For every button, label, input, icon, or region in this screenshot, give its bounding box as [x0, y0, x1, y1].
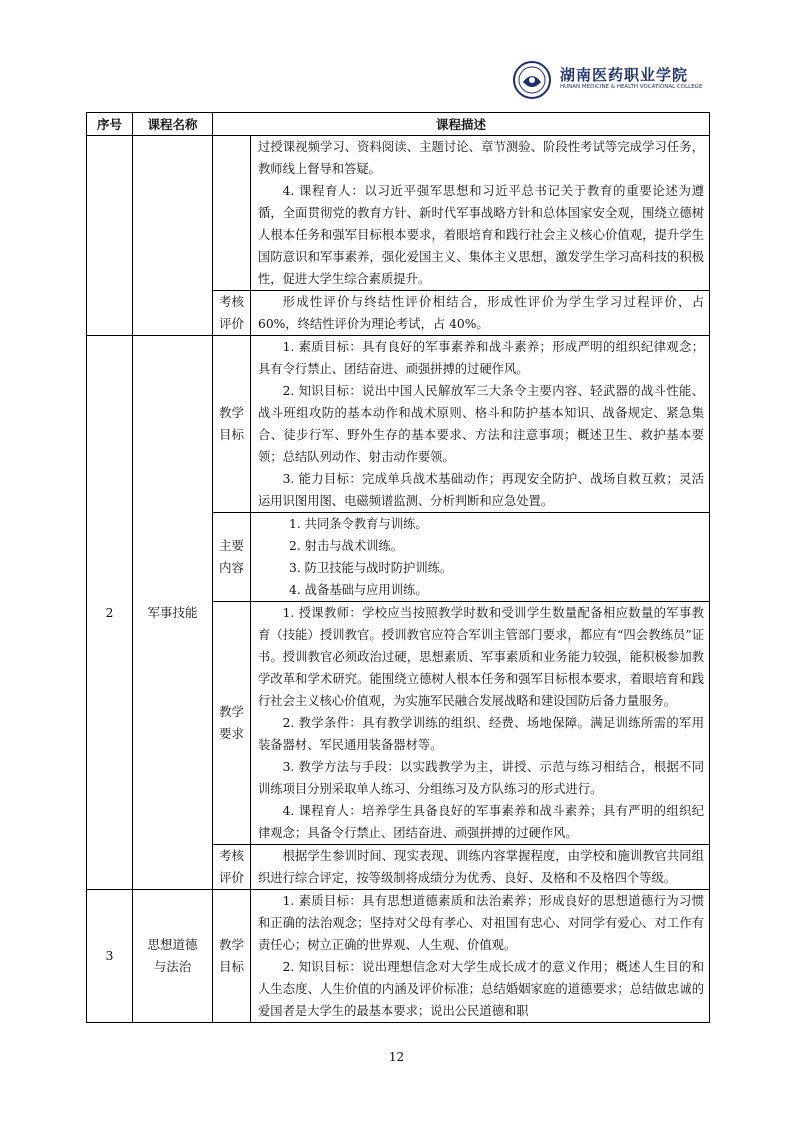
- row2-req-label-cell: [213, 602, 251, 845]
- row1-desc-cell: [251, 136, 710, 291]
- table-row: [87, 136, 710, 291]
- row3-name: 思想道德与法治: [147, 937, 198, 974]
- row3-objective: 1. 素质目标：具有思想道德素质和法治素养；形成良好的思想道德行为习惯和正确的法治观念；坚持对父母有孝心、对祖国有忠心、对同学有爱心、对工作有责任心；树立正确的世界观、人生观、价值观。: [258, 894, 705, 952]
- row2-objective: 1. 素质目标：具有良好的军事素养和战斗素养；形成严明的组织纪律观念；具有令行禁止、团结奋进、顽强拼搏的过硬作风。: [258, 340, 705, 376]
- table-row: [87, 890, 710, 1023]
- row3-objectives-label: 教学目标: [218, 937, 244, 974]
- page-number: 12: [388, 1050, 405, 1064]
- header-desc: 课程描述: [213, 113, 710, 136]
- row2-content-item: 2. 射击与战术训练。: [289, 539, 404, 553]
- table-row: [87, 336, 710, 513]
- row1-kaohe-cell: [251, 291, 710, 336]
- row3-objective: 2. 知识目标：说出理想信念对大学生成长成才的意义作用；概述人生目的和人生态度、人生价值的内涵及评价标准；总结婚姻家庭的道德要求；总结做忠诚的爱国者是大学生的最基本要求；说出公民道德和职: [258, 960, 705, 1018]
- row2-content-item: 4. 战备基础与应用训练。: [289, 583, 428, 597]
- row1-sub-cell: [213, 136, 251, 291]
- row2-kaohe-label: 考核评价: [218, 848, 244, 885]
- row1-num-cell: [87, 136, 133, 336]
- row2-requirement: 4. 课程育人：培养学生具备良好的军事素养和战斗素养；具有严明的组织纪律观念；具备令行禁止、团结奋进、顽强拼搏的过硬作风。: [258, 804, 705, 840]
- row2-requirement: 3. 教学方法与手段：以实践教学为主，讲授、示范与练习相结合，根据不同训练项目分别采取单人练习、分组练习及方队练习的形式进行。: [258, 760, 705, 796]
- row1-name-cell: [133, 136, 213, 336]
- row2-content-item: 1. 共同条令教育与训练。: [289, 517, 428, 531]
- row2-content-cell: [251, 513, 710, 602]
- row1-para1: 过授课视频学习、资料阅读、主题讨论、章节测验、阶段性考试等完成学习任务，教师线上督导和答疑。: [258, 140, 705, 176]
- header-num: 序号: [87, 113, 133, 136]
- row2-requirement: 2. 教学条件：具有教学训练的组织、经费、场地保障。满足训练所需的军用装备器材、军民通用装备器材等。: [258, 716, 705, 752]
- row2-objectives-label: 教学目标: [218, 405, 244, 442]
- row2-content-item: 3. 防卫技能与战时防护训练。: [289, 561, 453, 575]
- row2-kaohe-label-cell: [213, 845, 251, 890]
- row1-kaohe-text: 形成性评价与终结性评价相结合，形成性评价为学生学习过程评价，占 60%，终结性评价为理论考试，占 40%。: [258, 295, 705, 331]
- row2-requirement: 1. 授课教师：学校应当按照教学时数和受训学生数量配备相应数量的军事教育（技能）授训教官。授训教官应符合军训主管部门要求，都应有“四会教练员”证书。授训教官必须政治过硬，思想素质、军事素质和业务能力较强，能积极参加教学改革和学术研究。能围绕立德树人根本任务和强军目标根本要求，着眼培育和践行社会主义核心价值观，为实施军民融合发展战略和建设国防后备力量服务。: [258, 606, 705, 708]
- row2-kaohe-text: 根据学生参训时间、现实表现、训练内容掌握程度，由学校和施训教官共同组织进行综合评定，按等级制将成绩分为优秀、良好、及格和不及格四个等级。: [258, 849, 705, 885]
- row2-objectives-cell: [251, 336, 710, 513]
- header-name: 课程名称: [133, 113, 213, 136]
- row2-content-label-cell: [213, 513, 251, 602]
- row1-kaohe-label-cell: [213, 291, 251, 336]
- row3-name-cell: [133, 890, 213, 1023]
- row1-kaohe-label: 考核评价: [218, 294, 244, 331]
- row2-req-label: 教学要求: [218, 704, 244, 741]
- row2-content-label: 主要内容: [218, 538, 244, 575]
- row2-kaohe-cell: [251, 845, 710, 890]
- row2-objective: 2. 知识目标：说出中国人民解放军三大条令主要内容、轻武器的战斗性能、战斗班组攻防的基本动作和战术原则、格斗和防护基本知识、战备规定、紧急集合、徒步行军、野外生存的基本要求、方法和注意事项；概述卫生、救护基本要领；总结队列动作、射击动作要领。: [258, 384, 705, 464]
- row2-objectives-label-cell: [213, 336, 251, 513]
- row2-req-cell: [251, 602, 710, 845]
- school-logo: [512, 60, 712, 104]
- row3-num: 3: [87, 890, 133, 1023]
- row3-objectives-label-cell: [213, 890, 251, 1023]
- row1-para2: 4. 课程育人：以习近平强军思想和习近平总书记关于教育的重要论述为遵循，全面贯彻党的教育方针、新时代军事战略方针和总体国家安全观，围绕立德树人根本任务和强军目标根本要求，着眼培育和践行社会主义核心价值观，提升学生国防意识和军事素养，强化爱国主义、集体主义思想，激发学生学习高科技的积极性，促进大学生综合素质提升。: [258, 184, 705, 286]
- row2-name: 军事技能: [133, 336, 213, 890]
- course-table: [86, 112, 710, 1023]
- row3-objectives-cell: [251, 890, 710, 1023]
- school-name: 湖南医药职业学院: [560, 66, 689, 84]
- school-name-en: HUNAN MEDICINE & HEALTH VOCATIONAL COLLEGE: [560, 84, 703, 90]
- table-header-row: [87, 113, 710, 136]
- row2-objective: 3. 能力目标：完成单兵战术基础动作；再现安全防护、战场自救互救；灵活运用识图用图、电磁频谱监测、分析判断和应急处置。: [258, 472, 705, 508]
- school-emblem-icon: [512, 60, 552, 100]
- row2-num: 2: [87, 336, 133, 890]
